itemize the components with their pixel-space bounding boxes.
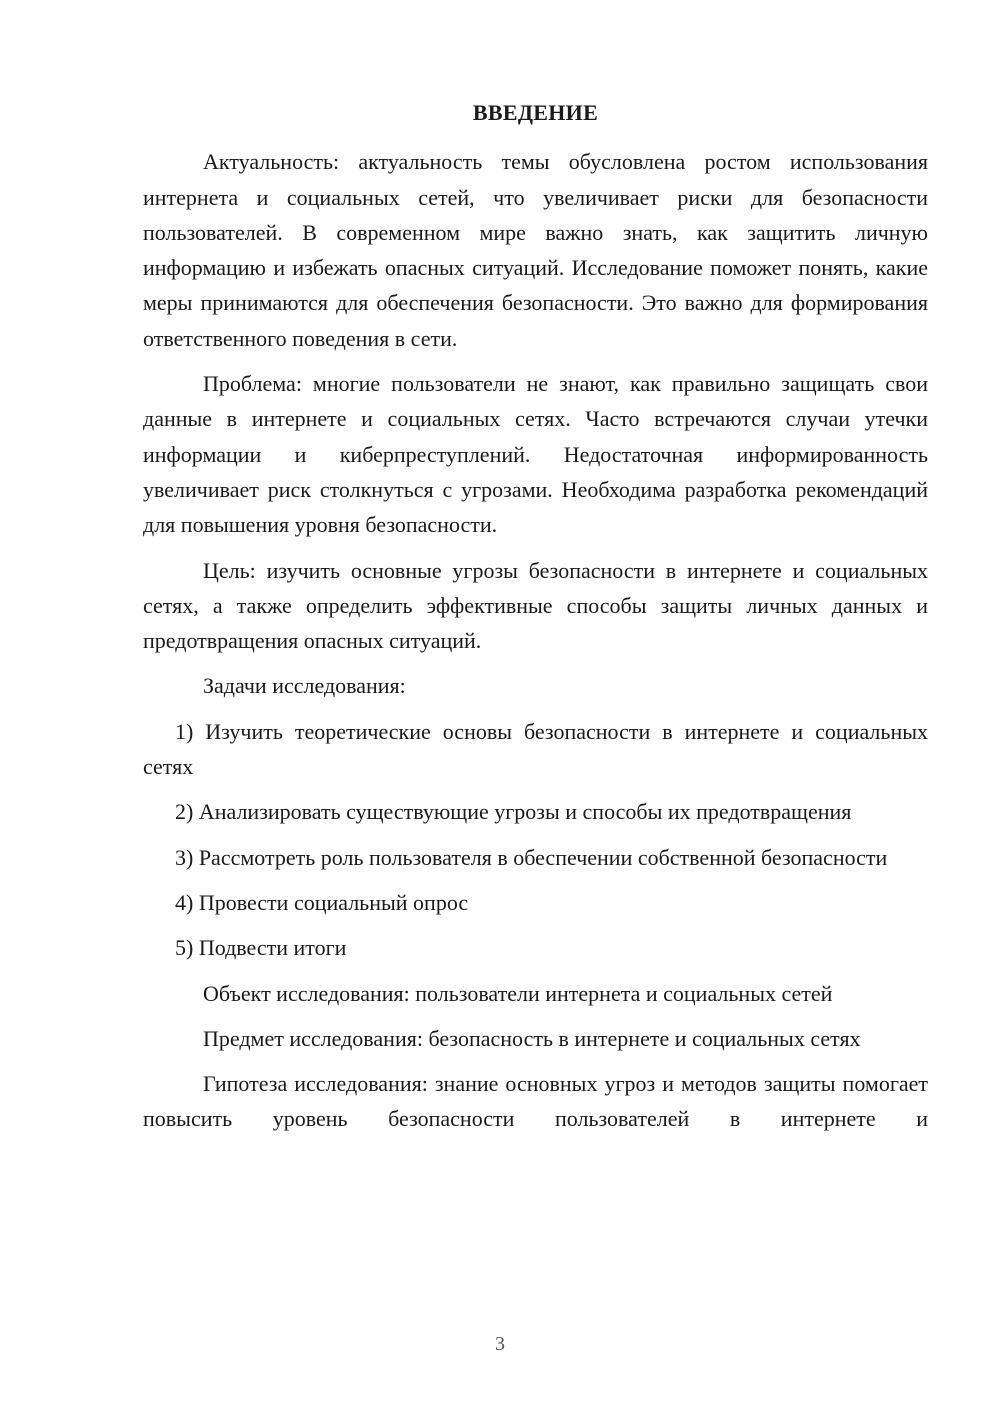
tasks-heading: Задачи исследования: — [203, 673, 406, 699]
section-title: ВВЕДЕНИЕ — [472, 100, 599, 125]
task-item-2: 2) Анализировать существующие угрозы и способы их предотвращения — [175, 799, 852, 825]
page-number: 3 — [495, 1333, 505, 1355]
task-item-1: 1) Изучить теоретические основы безопасности в интернете и социальных сетях — [143, 718, 928, 780]
problem-paragraph: Проблема: многие пользователи не знают, как правильно защищать свои данные в интернете и социальных сетях. Часто встречаются случаи утечки информации и киберпреступлений. Недостаточная информированность увеличивает риск столкнуться с угрозами. Необходима разработка рекомендаций для повышения уровня безопасности. — [143, 371, 928, 538]
task-item-5: 5) Подвести итоги — [175, 935, 347, 961]
goal-paragraph: Цель: изучить основные угрозы безопасности в интернете и социальных сетях, а также определить эффективные способы защиты личных данных и предотвращения опасных ситуаций. — [143, 557, 928, 654]
task-item-4: 4) Провести социальный опрос — [175, 889, 469, 915]
relevance-paragraph: Актуальность: актуальность темы обусловлена ростом использования интернета и социальных сетей, что увеличивает риски для безопасности пользователей. В современном мире важно знать, как защитить личную информацию и избежать опасных ситуаций. Исследование поможет понять, какие меры принимаются для обеспечения безопасности. Это важно для формирования ответственного поведения в сети. — [143, 149, 928, 351]
research-hypothesis: Гипотеза исследования: знание основных угроз и методов защиты помогает повысить уровень безопасности пользователей в интернете и — [143, 1071, 928, 1132]
document-page — [143, 95, 928, 1147]
research-subject: Предмет исследования: безопасность в интернете и социальных сетях — [203, 1025, 861, 1051]
task-item-3: 3) Рассмотреть роль пользователя в обеспечении собственной безопасности — [175, 844, 888, 870]
research-object: Объект исследования: пользователи интернета и социальных сетей — [203, 980, 833, 1006]
